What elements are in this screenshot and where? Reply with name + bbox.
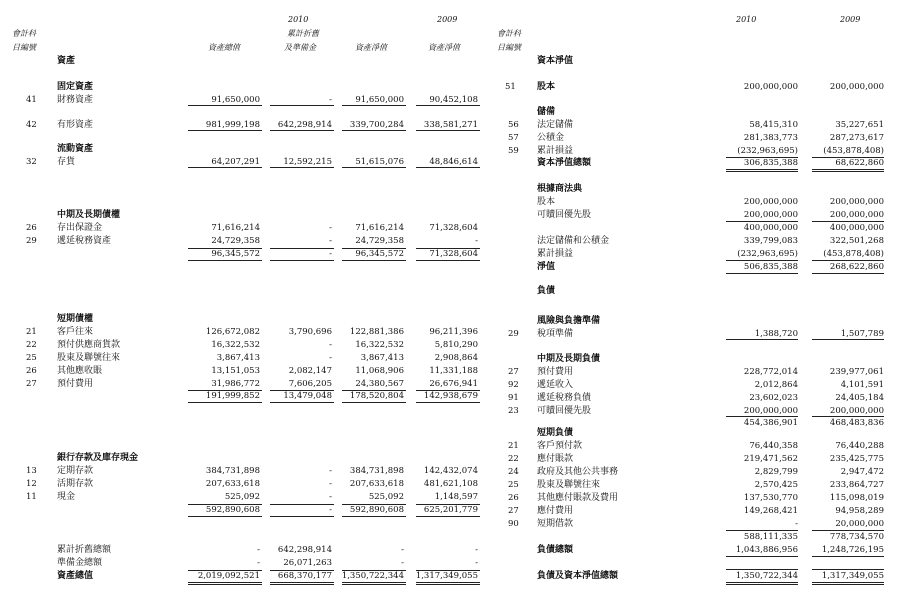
asset-gross: 24,729,358	[211, 236, 260, 246]
asset-prev: 142,432,074	[423, 466, 478, 476]
asset-accum: 7,606,205	[288, 379, 332, 389]
asset-net: 91,650,000	[355, 95, 404, 105]
assets-total-label: 資產總值	[57, 571, 94, 581]
subtotal-underline	[270, 260, 334, 261]
liab-label: 可贖回優先股	[537, 406, 592, 416]
row-underline	[270, 130, 334, 131]
liab-line	[812, 221, 884, 222]
liab-line	[726, 582, 798, 583]
capital-label: 股本	[537, 82, 556, 92]
liab-2009: 400,000,000	[829, 223, 884, 233]
subtotal-prev: 1,317,349,055	[415, 571, 478, 581]
reserve-acc: 26,071,263	[283, 558, 332, 568]
liab-2010: 200,000,000	[743, 406, 798, 416]
subtotal-acc: 668,370,177	[277, 571, 332, 581]
liab-2009: 4,101,591	[840, 380, 884, 390]
liab-label: 可贖回優先股	[537, 210, 592, 220]
total-line	[416, 582, 480, 583]
liab-code: 92	[508, 380, 519, 390]
asset-label: 預付費用	[57, 379, 94, 389]
asset-code: 11	[26, 492, 37, 502]
subtotal-gross: 96,345,572	[211, 249, 260, 259]
asset-label: 存貨	[57, 157, 76, 167]
subtotal-underline	[188, 516, 262, 517]
asset-net: 525,092	[368, 492, 404, 502]
liab-2009: 2,947,472	[840, 467, 884, 477]
asset-accum: -	[329, 466, 332, 476]
liab-2009: 235,425,775	[829, 454, 884, 464]
asset-net: 71,616,214	[355, 223, 404, 233]
liab-label: 遞延收入	[537, 380, 574, 390]
liab-2010: 137,530,770	[743, 493, 798, 503]
accum_dep-acc: 642,298,914	[277, 545, 332, 555]
liab-2010: 200,000,000	[743, 197, 798, 207]
subtotal-prev: 71,328,604	[429, 249, 478, 259]
liab-line	[726, 260, 798, 261]
asset-gross: 384,731,898	[205, 466, 260, 476]
asset-code: 42	[26, 120, 37, 130]
asset-accum: -	[329, 95, 332, 105]
row-underline	[416, 105, 480, 106]
liab-line	[726, 556, 798, 557]
liab-label: 遞延稅務負債	[537, 393, 592, 403]
liab-2010: 219,471,562	[743, 454, 798, 464]
liab-2010: 200,000,000	[743, 210, 798, 220]
liab-line	[812, 339, 884, 340]
liab-code: 57	[508, 133, 519, 143]
col-gross-header: 資產總值	[208, 43, 240, 52]
liabilities-title: 負債	[537, 286, 556, 296]
accum_dep-net: -	[401, 545, 404, 555]
subtotal-underline	[416, 516, 480, 517]
total-line	[188, 582, 262, 583]
longterm-claims-heading: 中期及長期債權	[57, 210, 121, 220]
liab-code: 21	[508, 441, 519, 451]
year-2009-right: 2009	[840, 15, 861, 24]
liab-line	[812, 171, 884, 172]
subtotal-net: 592,890,608	[349, 505, 404, 515]
asset-label: 其他應收賬	[57, 366, 103, 376]
asset-net: 207,633,618	[349, 479, 404, 489]
liab-2009: 200,000,000	[829, 197, 884, 207]
asset-net: 384,731,898	[349, 466, 404, 476]
equity-title: 資本淨值	[537, 56, 574, 66]
liab-line	[812, 582, 884, 583]
asset-gross: 981,999,198	[205, 120, 260, 130]
subtotal-underline	[270, 516, 334, 517]
liab-2010: 228,772,014	[743, 367, 798, 377]
asset-label: 遞延稅務資產	[57, 236, 112, 246]
asset-net: 24,380,567	[355, 379, 404, 389]
asset-gross: 91,650,000	[211, 95, 260, 105]
liab-line	[812, 273, 884, 274]
liab-code: 59	[508, 146, 519, 156]
asset-code: 29	[26, 236, 37, 246]
liab-2010: 76,440,358	[749, 441, 798, 451]
total-line	[188, 584, 262, 585]
liab-code: 91	[508, 393, 519, 403]
accum_dep-gross: -	[257, 545, 260, 555]
liab-2009: 94,958,289	[835, 506, 884, 516]
liab-2009: 1,248,726,195	[821, 545, 884, 555]
liab-2009: (453,878,408)	[823, 249, 884, 259]
liab-line	[726, 273, 798, 274]
reserve-prev: -	[475, 558, 478, 568]
asset-prev: 48,846,614	[429, 157, 478, 167]
liab-code: 23	[508, 406, 519, 416]
liab-code: 56	[508, 120, 519, 130]
asset-code: 27	[26, 379, 37, 389]
subtotal-gross: 592,890,608	[205, 505, 260, 515]
liab-label: 資本淨值總額	[537, 158, 592, 168]
liab-2010: 58,415,310	[749, 120, 798, 130]
asset-net: 16,322,532	[355, 340, 404, 350]
code-label-line2: 目編號	[12, 43, 36, 52]
asset-net: 339,700,284	[349, 120, 404, 130]
liab-line	[726, 221, 798, 222]
liab-2010: 400,000,000	[743, 223, 798, 233]
code-label-right-line1: 會計科	[497, 29, 521, 38]
liab-code: 25	[508, 480, 519, 490]
liab-2009: 35,227,651	[835, 120, 884, 130]
liab-2009: 68,622,860	[835, 158, 884, 168]
subtotal-net: 1,350,722,344	[341, 571, 404, 581]
subtotal-underline	[342, 402, 406, 403]
row-underline	[188, 105, 262, 106]
row-underline	[270, 105, 334, 106]
liab-line	[812, 416, 884, 417]
liab-label: 其他應付賬款及費用	[537, 493, 619, 503]
liab-2010: 1,043,886,956	[735, 545, 798, 555]
liab-2009: 200,000,000	[829, 210, 884, 220]
mid-total-2010: 454,386,901	[743, 418, 798, 428]
total-line	[342, 584, 406, 585]
liab-line	[812, 530, 884, 531]
asset-accum: 642,298,914	[277, 120, 332, 130]
liab-2009: 322,501,268	[829, 236, 884, 246]
asset-code: 32	[26, 157, 37, 167]
liab-2010: 1,350,722,344	[735, 571, 798, 581]
liab-2010: 149,268,421	[743, 506, 798, 516]
asset-prev: 71,328,604	[429, 223, 478, 233]
year-2009-label: 2009	[437, 15, 458, 24]
asset-prev: 481,621,108	[423, 479, 478, 489]
asset-label: 有形資產	[57, 120, 94, 130]
liab-line	[812, 169, 884, 170]
liab-label: 法定儲備	[537, 120, 574, 130]
liab-label: 累計損益	[537, 146, 574, 156]
code-label-right-line2: 目編號	[497, 43, 521, 52]
liab-label: 累計損益	[537, 249, 574, 259]
asset-label: 活期存款	[57, 479, 94, 489]
liab-line	[812, 260, 884, 261]
subtotal-underline	[188, 402, 262, 403]
liab-2010: 506,835,388	[743, 262, 798, 272]
liab-2010: 306,835,388	[743, 158, 798, 168]
asset-prev: 1,148,597	[434, 492, 478, 502]
asset-label: 定期存款	[57, 466, 94, 476]
subtotal-underline	[188, 260, 262, 261]
asset-code: 13	[26, 466, 37, 476]
liab-label: 淨值	[537, 262, 556, 272]
asset-gross: 64,207,291	[211, 157, 260, 167]
subtotal-net: 96,345,572	[355, 249, 404, 259]
liab-2009: 20,000,000	[835, 519, 884, 529]
liab-label: 稅項準備	[537, 329, 574, 339]
liab-code: 27	[508, 506, 519, 516]
asset-accum: 2,082,147	[288, 366, 332, 376]
liab-2009: (453,878,408)	[823, 146, 884, 156]
midlong-liab-heading: 中期及長期負債	[537, 354, 601, 364]
asset-prev: 96,211,396	[429, 327, 478, 337]
asset-prev: 90,452,108	[429, 95, 478, 105]
reserve-label: 準備金總額	[57, 558, 103, 568]
asset-prev: 338,581,271	[423, 120, 478, 130]
asset-code: 22	[26, 340, 37, 350]
liab-label: 短期借款	[537, 519, 574, 529]
asset-code: 12	[26, 479, 37, 489]
subtotal-net: 178,520,804	[349, 391, 404, 401]
liab-line	[726, 584, 798, 585]
asset-label: 存出保證金	[57, 223, 103, 233]
provision-heading: 風險與負擔準備	[537, 316, 601, 326]
asset-label: 客戶往來	[57, 327, 94, 337]
code-label-line1: 會計科	[12, 29, 36, 38]
subtotal-gross: 191,999,852	[205, 391, 260, 401]
capital-code: 51	[505, 82, 516, 92]
row-underline	[416, 130, 480, 131]
asset-label: 股東及聯號往來	[57, 353, 121, 363]
accum_dep-prev: -	[475, 545, 478, 555]
liab-code: 22	[508, 454, 519, 464]
asset-code: 21	[26, 327, 37, 337]
asset-gross: 3,867,413	[216, 353, 260, 363]
liab-code: 26	[508, 493, 519, 503]
subtotal-gross: 2,019,092,521	[197, 571, 260, 581]
asset-net: 3,867,413	[360, 353, 404, 363]
liab-code: 29	[508, 329, 519, 339]
asset-prev: 26,676,941	[429, 379, 478, 389]
subtotal-prev: 142,938,679	[423, 391, 478, 401]
total-line	[416, 584, 480, 585]
shortterm-claims-heading: 短期債權	[57, 314, 94, 324]
liab-code: 90	[508, 519, 519, 529]
row-underline	[270, 167, 334, 168]
asset-accum: -	[329, 340, 332, 350]
reserves-heading: 儲備	[537, 107, 556, 117]
liab-line	[812, 556, 884, 557]
asset-accum: 12,592,215	[283, 157, 332, 167]
year-2010-right: 2010	[736, 15, 757, 24]
liab-label: 法定儲備和公積金	[537, 236, 610, 246]
liab-2009: 24,405,184	[835, 393, 884, 403]
asset-accum: -	[329, 353, 332, 363]
liab-label: 股本	[537, 197, 556, 207]
capital-2010: 200,000,000	[743, 82, 798, 92]
asset-prev: -	[475, 236, 478, 246]
row-underline	[188, 130, 262, 131]
asset-accum: -	[329, 479, 332, 489]
asset-gross: 13,151,053	[211, 366, 260, 376]
liab-2010: 281,383,773	[743, 133, 798, 143]
subtotal-underline	[270, 402, 334, 403]
asset-gross: 525,092	[224, 492, 260, 502]
asset-net: 11,068,906	[355, 366, 404, 376]
row-underline	[342, 105, 406, 106]
current-assets-heading: 流動資產	[57, 144, 94, 154]
asset-accum: -	[329, 223, 332, 233]
liab-label: 政府及其他公共事務	[537, 467, 619, 477]
liab-code: 27	[508, 367, 519, 377]
asset-code: 41	[26, 95, 37, 105]
liab-2009: 233,864,727	[829, 480, 884, 490]
asset-label: 財務資產	[57, 95, 94, 105]
asset-prev: 5,810,290	[434, 340, 478, 350]
subtotal-underline	[342, 260, 406, 261]
asset-net: 122,881,386	[349, 327, 404, 337]
liab-line	[726, 416, 798, 417]
asset-gross: 71,616,214	[211, 223, 260, 233]
reserve-net: -	[401, 558, 404, 568]
commercial-code-heading: 根據商法典	[537, 184, 583, 194]
liab-2010: -	[795, 519, 798, 529]
liab-line	[726, 569, 798, 570]
liab-line	[726, 171, 798, 172]
asset-prev: 2,908,864	[434, 353, 478, 363]
asset-accum: -	[329, 492, 332, 502]
total-line	[270, 582, 334, 583]
liab-2010: 339,799,083	[743, 236, 798, 246]
liab-label: 客戶預付款	[537, 441, 583, 451]
subtotal-underline	[416, 402, 480, 403]
liab-2010: 23,602,023	[749, 393, 798, 403]
asset-code: 25	[26, 353, 37, 363]
row-underline	[342, 130, 406, 131]
short-total-2009: 778,734,570	[829, 532, 884, 542]
row-underline	[188, 167, 262, 168]
fixed-assets-heading: 固定資產	[57, 82, 94, 92]
subtotal-underline	[416, 260, 480, 261]
subtotal-acc: 13,479,048	[283, 391, 332, 401]
bank-cash-heading: 銀行存款及庫存現金	[57, 453, 139, 463]
col-prev-header: 資產淨值	[428, 43, 460, 52]
liab-line	[726, 530, 798, 531]
liab-label: 公積金	[537, 133, 565, 143]
liab-line	[812, 569, 884, 570]
liab-2009: 287,273,617	[829, 133, 884, 143]
liab-2010: (232,963,695)	[737, 146, 798, 156]
col-accum-line1: 累計折舊	[287, 29, 319, 38]
short-liab-heading: 短期負債	[537, 428, 574, 438]
liab-2009: 1,317,349,055	[821, 571, 884, 581]
asset-gross: 126,672,082	[205, 327, 260, 337]
asset-code: 26	[26, 366, 37, 376]
liab-2009: 76,440,288	[835, 441, 884, 451]
liab-label: 負債及資本淨值總額	[537, 571, 619, 581]
year-2010-label: 2010	[288, 15, 309, 24]
liab-label: 應付賬款	[537, 454, 574, 464]
liab-2010: 2,829,799	[754, 467, 798, 477]
reserve-gross: -	[257, 558, 260, 568]
subtotal-prev: 625,201,779	[423, 505, 478, 515]
asset-accum: 3,790,696	[288, 327, 332, 337]
col-accum-line2: 及準備金	[284, 43, 316, 52]
asset-label: 現金	[57, 492, 76, 502]
liab-label: 股東及聯號往來	[537, 480, 601, 490]
liab-2009: 239,977,061	[829, 367, 884, 377]
liab-line	[726, 339, 798, 340]
subtotal-acc: -	[329, 505, 332, 515]
subtotal-underline	[342, 516, 406, 517]
asset-prev: 11,331,188	[429, 366, 478, 376]
subtotal-acc: -	[329, 249, 332, 259]
liab-line	[812, 584, 884, 585]
liab-code: 24	[508, 467, 519, 477]
liab-label: 預付費用	[537, 367, 574, 377]
asset-gross: 31,986,772	[211, 379, 260, 389]
total-line	[342, 582, 406, 583]
liab-2010: 1,388,720	[754, 329, 798, 339]
liab-2010: (232,963,695)	[737, 249, 798, 259]
liab-line	[726, 169, 798, 170]
accum_dep-label: 累計折舊總額	[57, 545, 112, 555]
asset-code: 26	[26, 223, 37, 233]
liab-label: 負債總額	[537, 545, 574, 555]
liab-label: 應付費用	[537, 506, 574, 516]
liab-2009: 268,622,860	[829, 262, 884, 272]
liab-2009: 1,507,789	[840, 329, 884, 339]
asset-gross: 16,322,532	[211, 340, 260, 350]
asset-gross: 207,633,618	[205, 479, 260, 489]
asset-net: 51,615,076	[355, 157, 404, 167]
row-underline	[342, 167, 406, 168]
asset-accum: -	[329, 236, 332, 246]
asset-label: 預付供應商貨款	[57, 340, 121, 350]
row-underline	[416, 167, 480, 168]
mid-total-2009: 468,483,836	[829, 418, 884, 428]
short-total-2010: 588,111,335	[743, 532, 798, 542]
capital-2009: 200,000,000	[829, 82, 884, 92]
liab-2009: 200,000,000	[829, 406, 884, 416]
liab-2009: 115,098,019	[829, 493, 884, 503]
liab-2010: 2,570,425	[754, 480, 798, 490]
assets-title: 資產	[57, 56, 76, 66]
col-net-header: 資產淨值	[355, 43, 387, 52]
asset-net: 24,729,358	[355, 236, 404, 246]
total-line	[270, 584, 334, 585]
liab-2010: 2,012,864	[754, 380, 798, 390]
